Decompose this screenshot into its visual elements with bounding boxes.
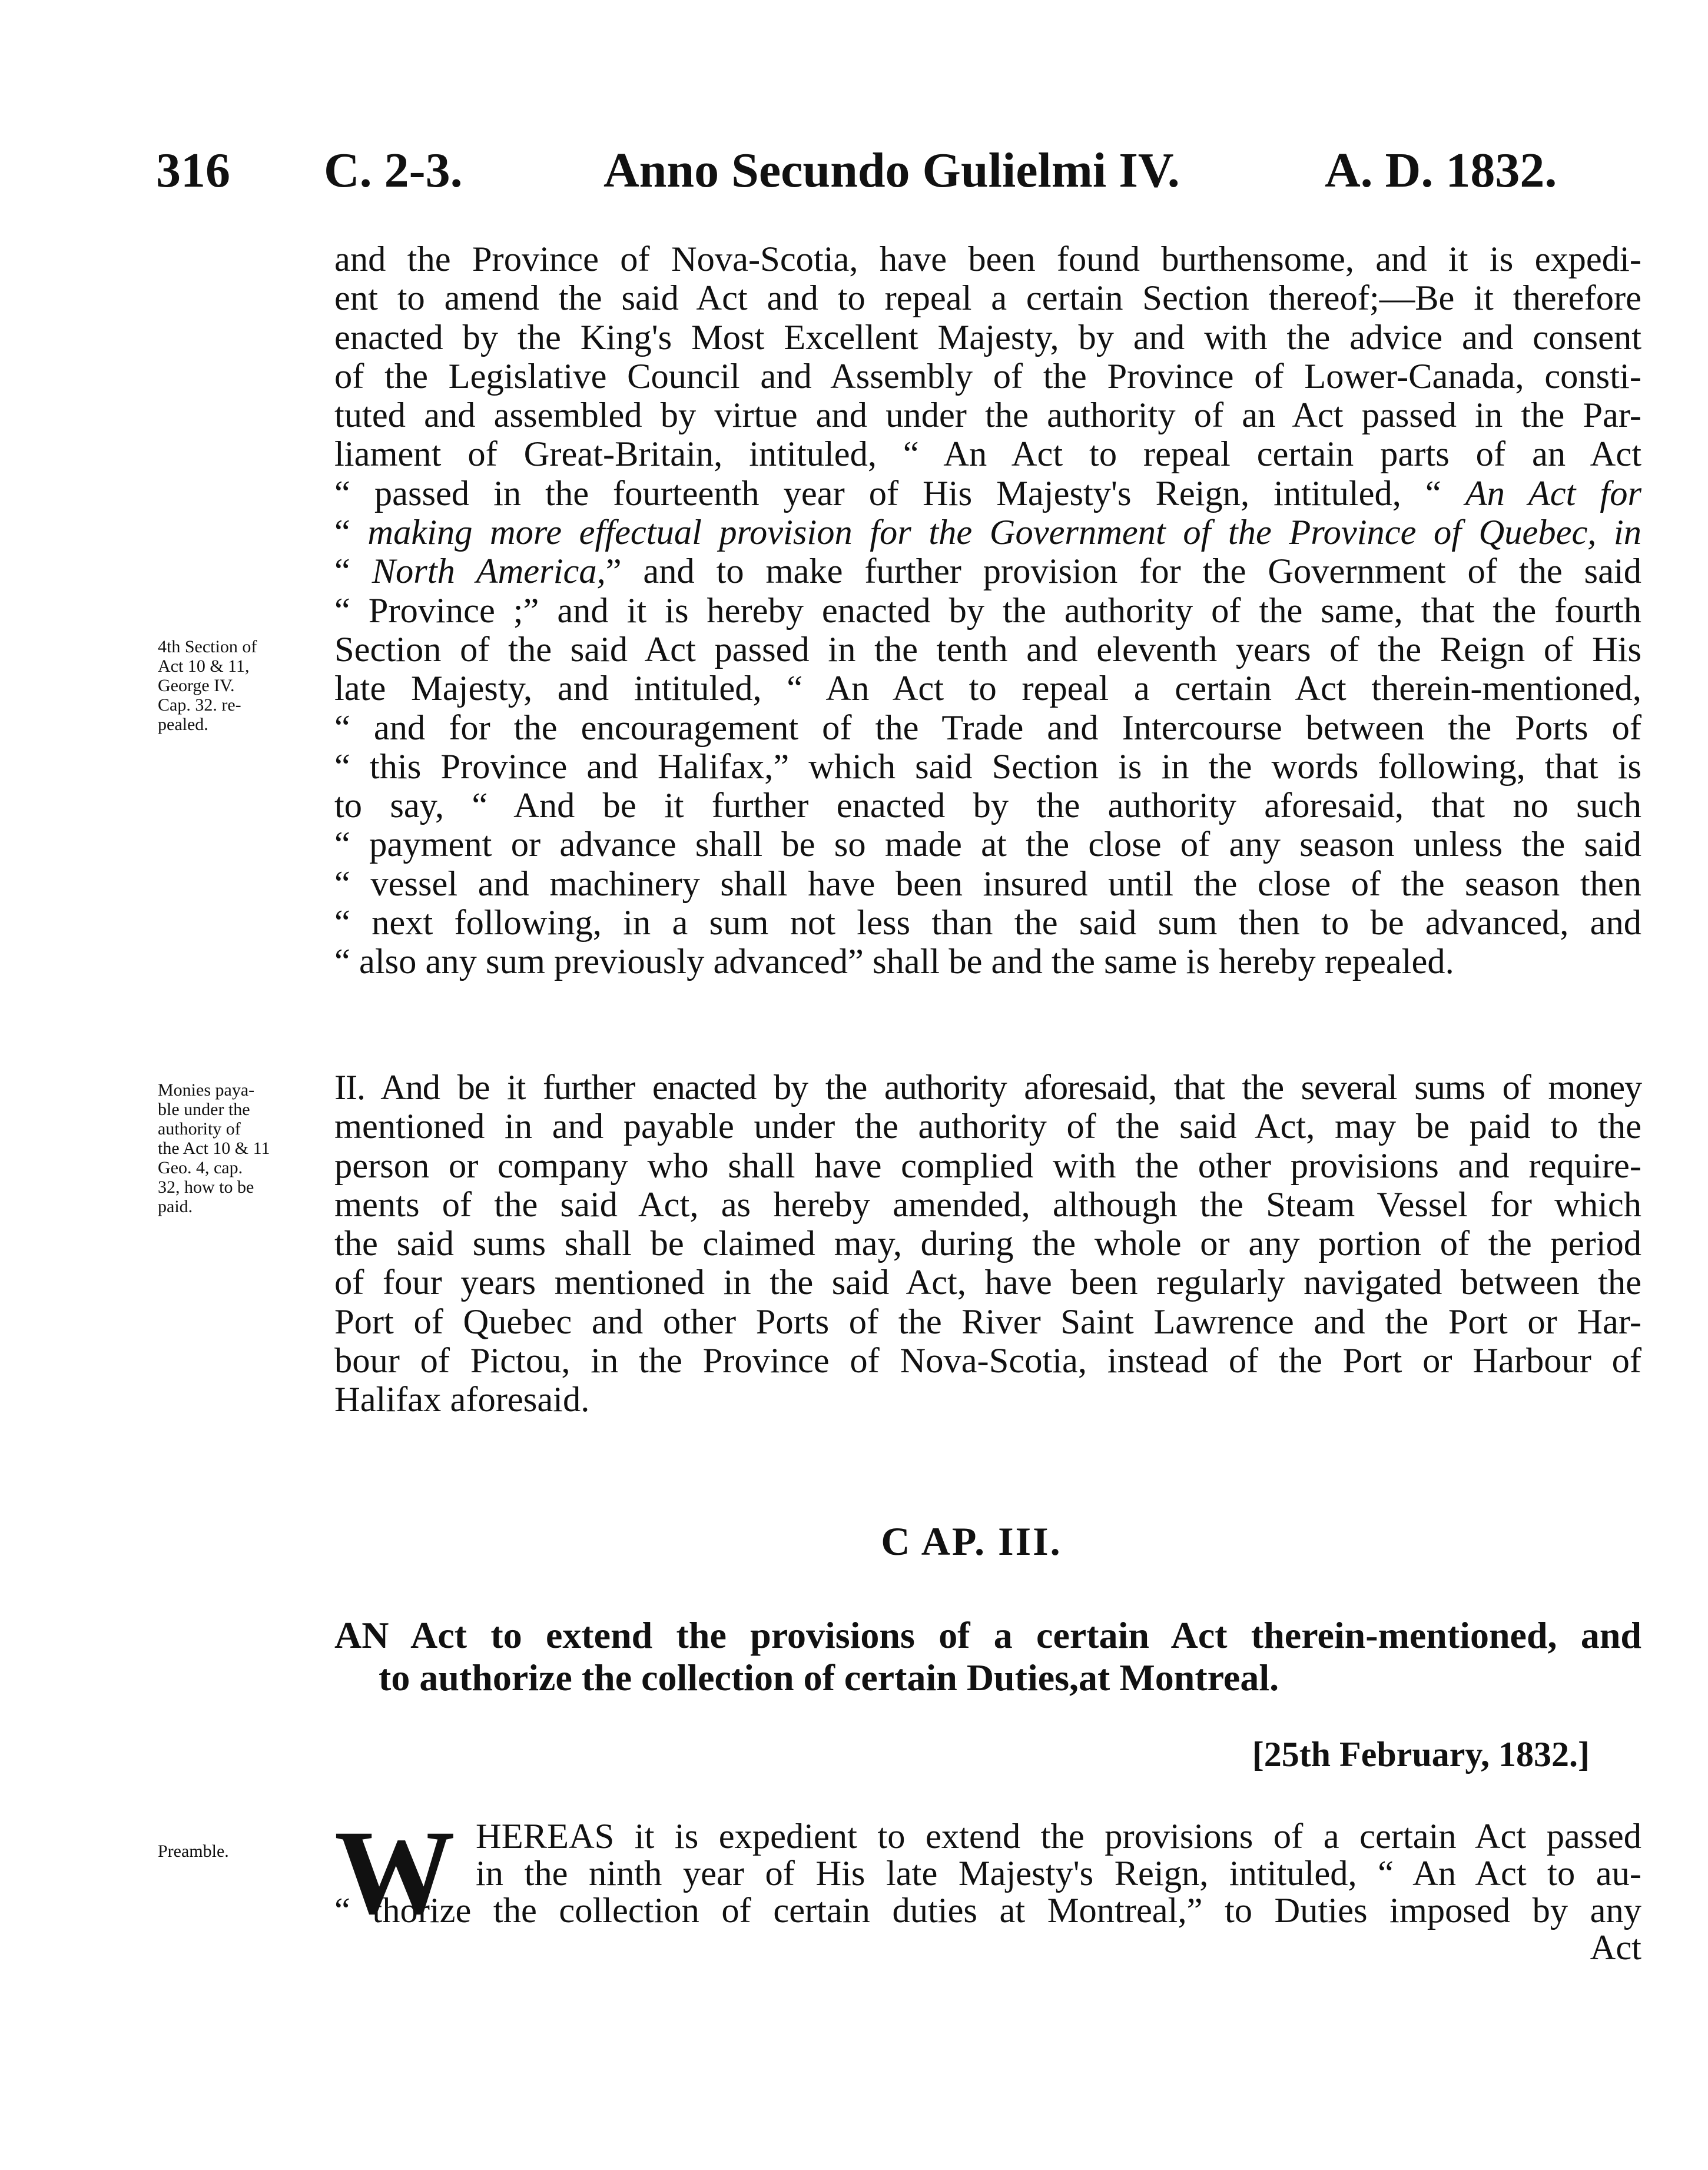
text-line: mentioned in and payable under the authority of the said Act, may be paid to the — [334, 1107, 1641, 1147]
text-run: “ — [334, 513, 368, 553]
text-line: in the ninth year of His late Majesty's Reign, intituled, “ An Act to au- — [476, 1854, 1641, 1893]
text-line: “ and for the encouragement of the Trade and Intercourse between the Ports of — [334, 708, 1641, 748]
text-line: to say, “ And be it further enacted by the authority aforesaid, that no such — [334, 786, 1641, 826]
page-number: 316 — [156, 143, 230, 198]
margin-note-monies-payable: Monies paya- ble under the authority of the Act 10 & 11 Geo. 4, cap. 32, how to be paid. — [158, 1080, 270, 1216]
act-title — [334, 1614, 1641, 1699]
text-line: “ this Province and Halifax,” which said Section is in the words following, that is — [334, 746, 1641, 787]
text-line: late Majesty, and intituled, “ An Act to repeal a certain Act therein-mentioned, — [334, 669, 1641, 709]
catchword: Act — [1590, 1928, 1641, 1967]
text-line: of the Legislative Council and Assembly of the Province of Lower-Canada, consti- — [334, 356, 1641, 396]
text-line — [334, 513, 1641, 552]
text-line: ent to amend the said Act and to repeal a certain Section thereof;—Be it therefore — [334, 278, 1641, 318]
text-line: “ also any sum previously advanced” shall be and the same is hereby repealed. — [334, 942, 1454, 982]
italic-run: An Act for — [1465, 473, 1641, 513]
italic-run: making more effectual provision for the Government of the Province of Quebec, in — [367, 513, 1641, 553]
text-line: “ Province ;” and it is hereby enacted by the authority of the same, that the fourth — [334, 590, 1641, 631]
running-head — [156, 138, 1660, 203]
text-line — [334, 475, 1641, 513]
margin-note-preamble: Preamble. — [158, 1841, 229, 1861]
paragraph-section-ii — [334, 1069, 1641, 1420]
title-line: to authorize the collection of certain Duties,at Montreal. — [379, 1657, 1279, 1698]
text-run: “ — [334, 552, 372, 592]
chapter-reference: C. 2-3. — [324, 143, 463, 198]
year: A. D. 1832. — [1325, 143, 1557, 198]
text-line: and the Province of Nova-Scotia, have been found burthensome, and it is expedi- — [334, 240, 1641, 279]
text-line: HEREAS it is expedient to extend the provisions of a certain Act passed — [476, 1817, 1641, 1856]
text-line: of four years mentioned in the said Act, have been regularly navigated between the — [334, 1263, 1641, 1303]
regnal-year: Anno Secundo Gulielmi IV. — [603, 143, 1180, 198]
italic-run: North America, — [372, 552, 606, 592]
text-line: tuted and assembled by virtue and under the authority of an Act passed in the Par- — [334, 396, 1641, 436]
text-run: ” and to make further provision for the Government of the said — [605, 552, 1641, 592]
text-line — [334, 552, 1641, 591]
text-line: ments of the said Act, as hereby amended, although the Steam Vessel for which — [334, 1184, 1641, 1225]
paragraph-section-repeal — [334, 240, 1641, 982]
text-line: II. And be it further enacted by the authority aforesaid, that the several sums of money — [334, 1068, 1641, 1107]
preamble-paragraph — [334, 1806, 1641, 1967]
margin-note-section-repealed: 4th Section of Act 10 & 11, George IV. Cap. 32. re- pealed. — [158, 637, 257, 734]
text-line: Port of Quebec and other Ports of the River Saint Lawrence and the Port or Har- — [334, 1302, 1641, 1342]
chapter-heading: C AP. III. — [881, 1519, 1062, 1564]
text-run: “ passed in the fourteenth year of His Majesty's Reign, intituled, “ — [334, 473, 1441, 513]
text-line: “ next following, in a sum not less than the said sum then to be advanced, and — [334, 903, 1641, 943]
text-line: “ payment or advance shall be so made at the close of any season unless the said — [334, 825, 1641, 865]
drop-cap: W — [334, 1806, 455, 1939]
text-line: enacted by the King's Most Excellent Majesty, by and with the advice and consent — [334, 317, 1641, 357]
text-line: the said sums shall be claimed may, during the whole or any portion of the period — [334, 1224, 1641, 1264]
text-line: bour of Pictou, in the Province of Nova-Scotia, instead of the Port or Harbour of — [334, 1341, 1641, 1381]
text-line: “ vessel and machinery shall have been insured until the close of the season then — [334, 864, 1641, 904]
text-line: liament of Great-Britain, intituled, “ An Act to repeal certain parts of an Act — [334, 434, 1641, 475]
title-line: AN Act to extend the provisions of a certain Act therein-mentioned, and — [334, 1614, 1641, 1656]
text-line: Section of the said Act passed in the tenth and eleventh years of the Reign of His — [334, 629, 1641, 669]
text-line: Halifax aforesaid. — [334, 1380, 590, 1420]
enactment-date: [25th February, 1832.] — [1252, 1735, 1590, 1774]
text-line: person or company who shall have complied with the other provisions and require- — [334, 1146, 1641, 1186]
text-line: “ thorize the collection of certain duties at Montreal,” to Duties imposed by any — [334, 1891, 1641, 1930]
